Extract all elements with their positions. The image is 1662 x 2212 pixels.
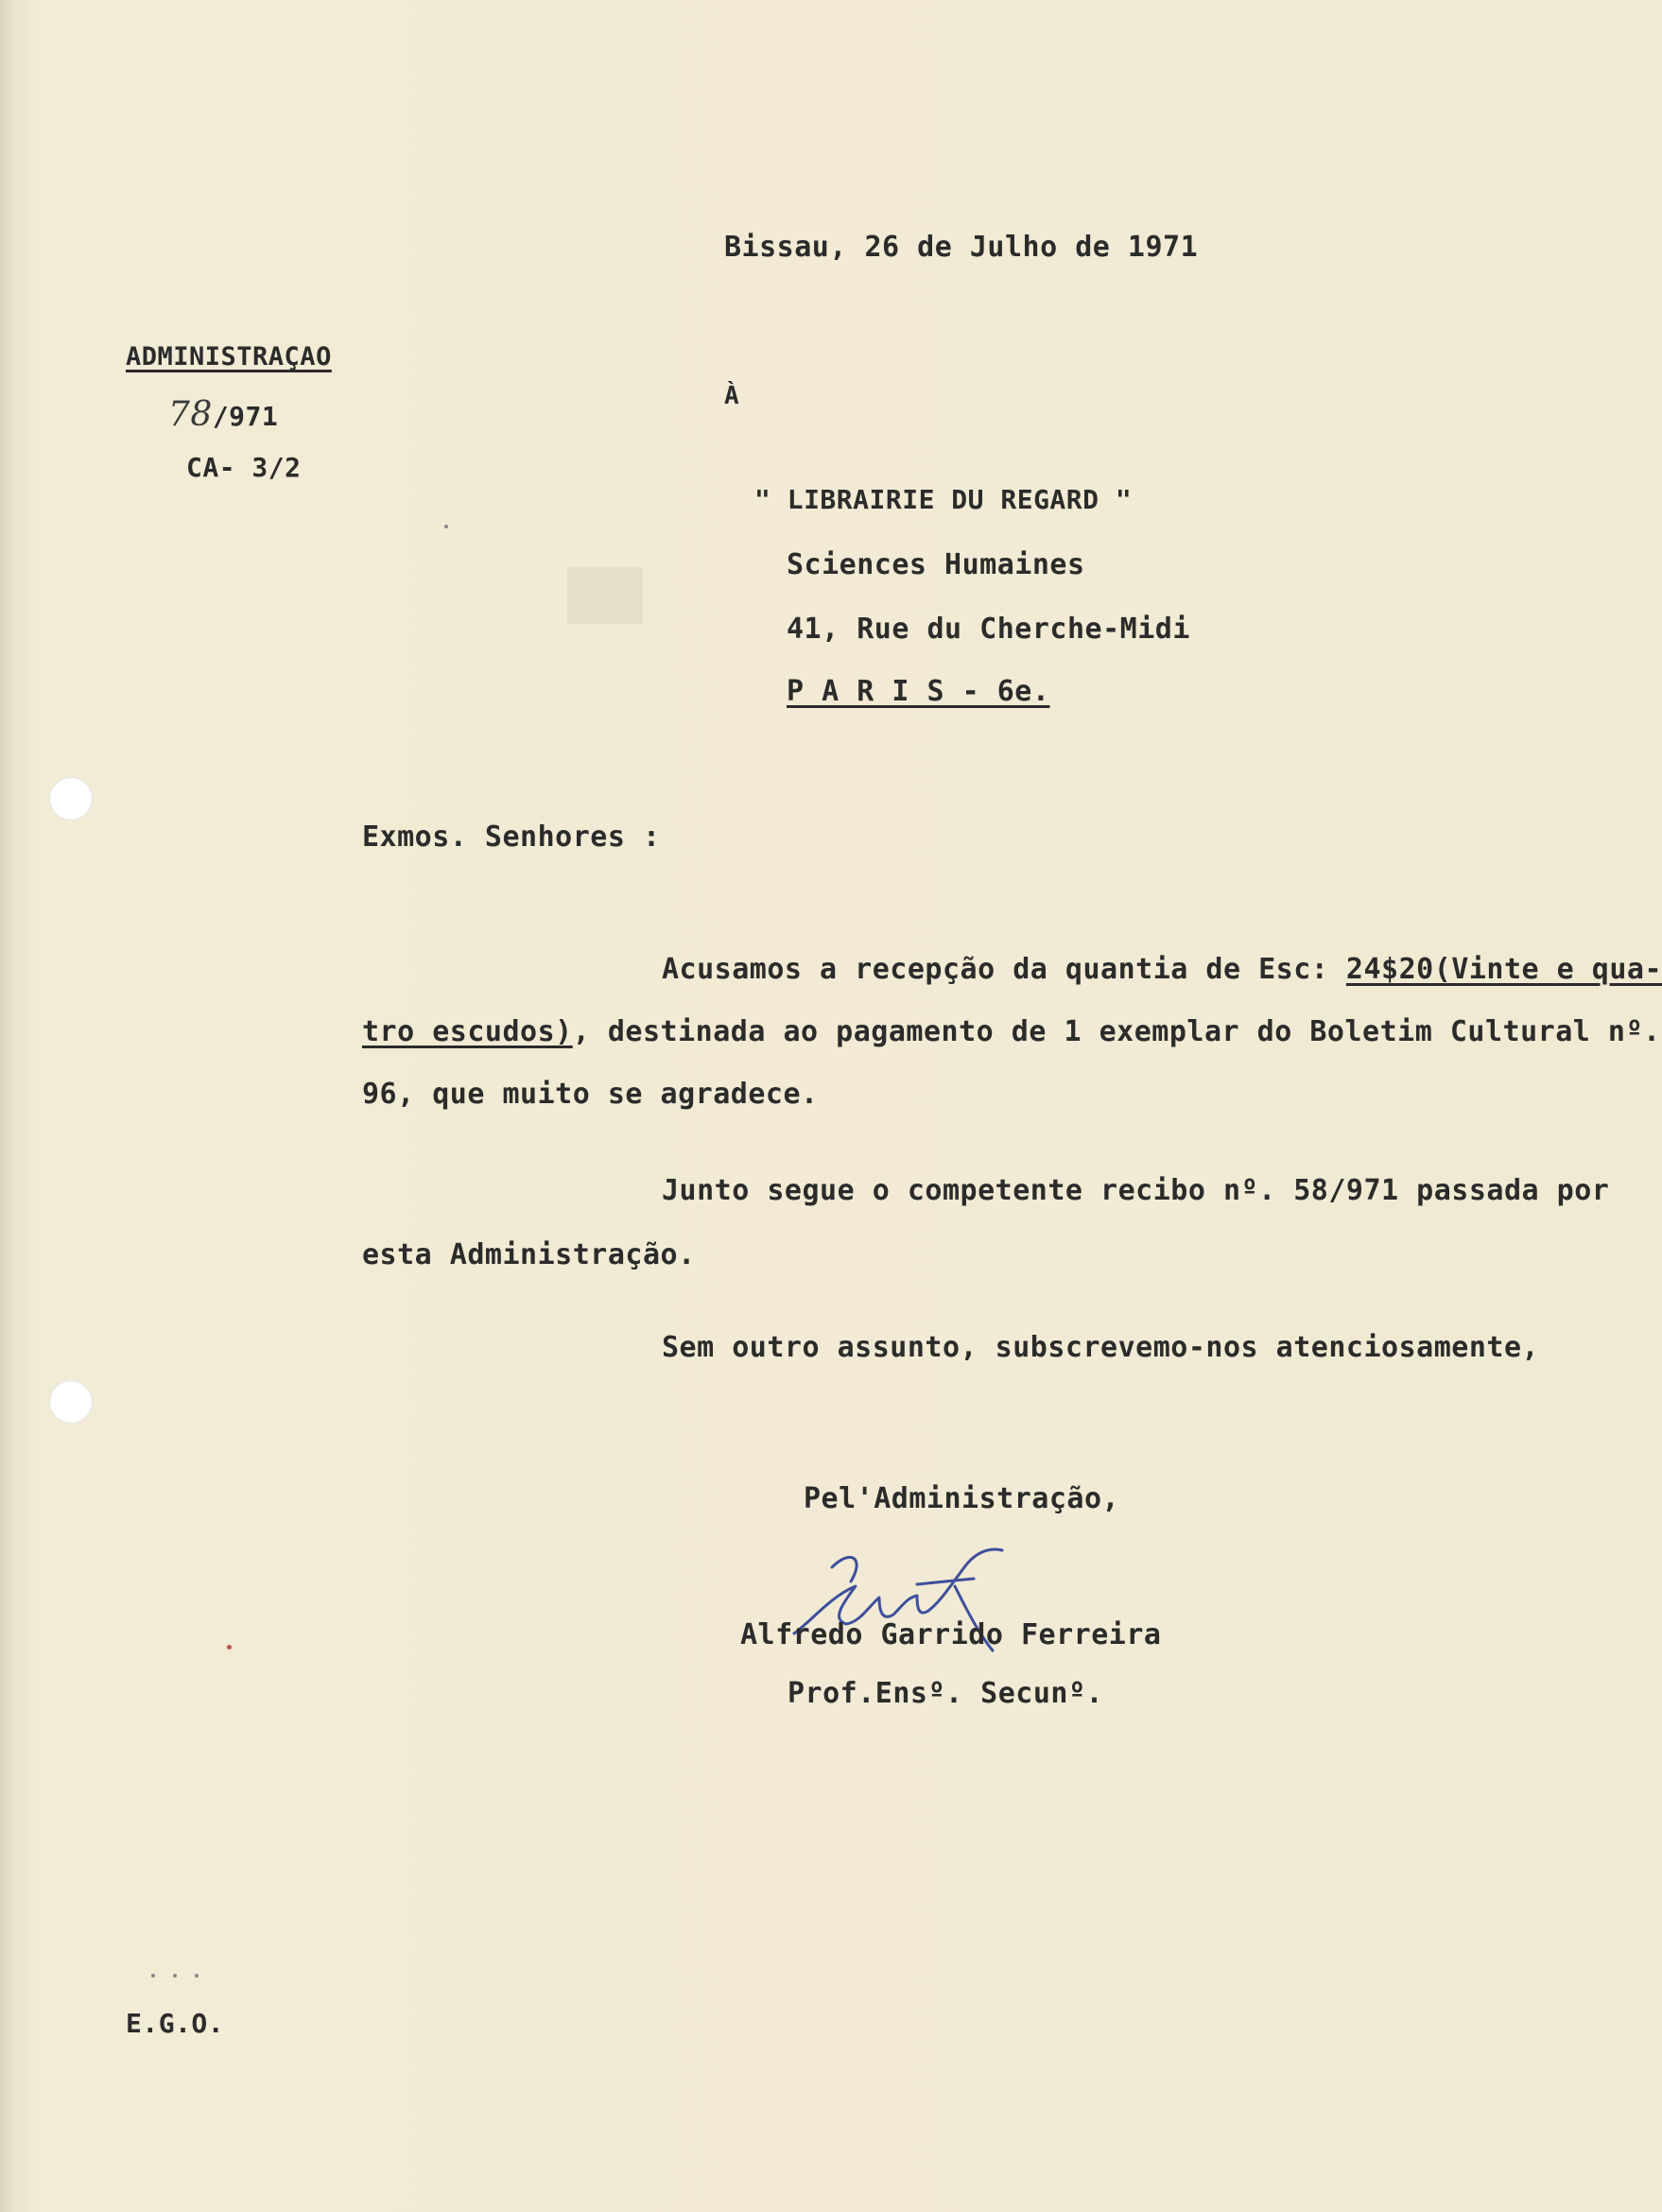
punch-hole-bottom [49,1380,93,1424]
paper-smudge [567,567,643,624]
punch-hole-top [49,777,93,821]
on-behalf-line: Pel'Administração, [804,1482,1120,1515]
paragraph-1-line-1 [662,953,1662,986]
typed-year: /971 [212,401,279,432]
paper-speck [227,1645,232,1650]
signer-name: Alfredo Garrido Ferreira [740,1618,1162,1651]
footer-dot [195,1974,199,1978]
paragraph-1-line-2 [362,1015,1661,1048]
signer-title: Prof.Ensº. Secunº. [788,1677,1104,1710]
amount-words-end: tro escudos) [362,1015,573,1048]
handwritten-number: 78 [168,395,213,434]
recipient-line-2: 41, Rue du Cherche-Midi [787,613,1190,646]
reference-code: CA- 3/2 [186,452,302,483]
recipient-name: " LIBRAIRIE DU REGARD " [754,484,1133,515]
recipient-prefix: À [724,382,740,410]
paragraph-2-line-1: Junto segue o competente recibo nº. 58/971 passada por [662,1174,1610,1207]
department-heading: ADMINISTRAÇAO [126,342,332,372]
paragraph-3: Sem outro assunto, subscrevemo-nos atenciosamente, [662,1331,1540,1364]
date-line: Bissau, 26 de Julho de 1971 [724,231,1199,264]
amount-highlight: 24$20(Vinte e qua- [1345,953,1662,986]
salutation: Exmos. Senhores : [362,821,661,854]
paper-speck [444,525,448,528]
recipient-line-1: Sciences Humaines [787,548,1085,581]
recipient-city: P A R I S - 6e. [787,675,1050,708]
paragraph-1-text-b: , destinada ao pagamento de 1 exemplar do Boletim Cultural nº. [572,1015,1661,1048]
footer-dot [173,1974,177,1978]
paragraph-2-line-2: esta Administração. [362,1238,696,1271]
paragraph-1-line-3: 96, que muito se agradece. [362,1078,819,1111]
footer-dot [151,1974,155,1978]
reference-number [168,395,278,434]
footer-initials: E.G.O. [126,2008,225,2039]
paragraph-1-text-a: Acusamos a recepção da quantia de Esc: [662,953,1346,986]
